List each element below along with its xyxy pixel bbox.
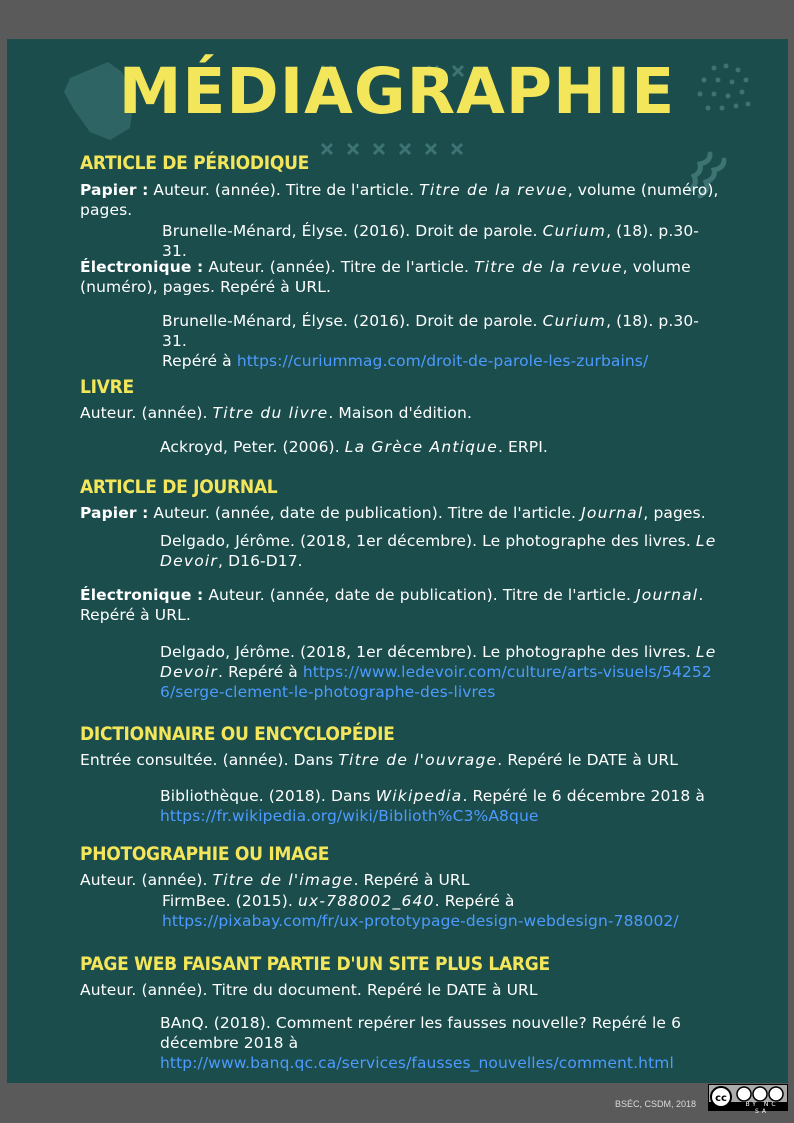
curium-link[interactable]: https://curiummag.com/droit-de-parole-les-zurbains/ <box>236 352 649 370</box>
dictionnaire-template <box>80 750 720 770</box>
example-italic: Le Devoir <box>160 643 717 681</box>
example-italic: Le Devoir <box>160 532 717 570</box>
example-text: Brunelle-Ménard, Élyse. (2016). Droit de parole. <box>162 312 543 330</box>
example-text: Ackroyd, Peter. (2006). <box>160 438 345 456</box>
example-text: . ERPI. <box>497 438 548 456</box>
template-text: Auteur. (année). Titre de l'article. <box>148 181 420 199</box>
wikipedia-link[interactable]: https://fr.wikipedia.org/wiki/Biblioth%C3%A8que <box>160 807 539 825</box>
example-text: Delgado, Jérôme. (2018, 1er décembre). Le photographe des livres. <box>160 643 696 661</box>
template-text: . Repéré à URL <box>353 871 470 889</box>
template-text: Auteur. (année). <box>80 404 213 422</box>
example-text: . Repéré à <box>434 892 515 910</box>
template-italic: Journal <box>581 504 644 522</box>
template-italic: Titre de l'ouvrage <box>338 751 498 769</box>
journal-electronique-example <box>160 642 722 702</box>
electronique-label: Électronique : <box>80 586 204 604</box>
template-text: Auteur. (année). Titre de l'article. <box>203 258 475 276</box>
heading-periodique: ARTICLE DE PÉRIODIQUE <box>80 152 310 174</box>
template-text: Entrée consultée. (année). Dans <box>80 751 339 769</box>
example-text: Brunelle-Ménard, Élyse. (2016). Droit de parole. <box>162 222 543 240</box>
example-text: , (18). p.30-31. <box>162 312 699 350</box>
livre-example <box>160 437 722 457</box>
photo-template <box>80 870 720 890</box>
periodique-electronique-template <box>80 257 720 297</box>
example-text: BAnQ. (2018). Comment repérer les fausses nouvelle? Repéré le 6 décembre 2018 à <box>160 1014 682 1052</box>
svg-text:cc: cc <box>715 1093 727 1104</box>
template-italic: Journal <box>636 586 699 604</box>
template-text: Auteur. (année, date de publication). Titre de l'article. <box>148 504 582 522</box>
cc-license-badge[interactable] <box>708 1084 788 1115</box>
papier-label: Papier : <box>80 181 149 199</box>
template-italic: Titre de l'image <box>212 871 354 889</box>
template-italic: Titre de la revue <box>419 181 568 199</box>
electronique-label: Électronique : <box>80 258 204 276</box>
pixabay-link[interactable]: https://pixabay.com/fr/ux-prototypage-design-webdesign-788002/ <box>162 912 679 930</box>
template-text: . Repéré le DATE à URL <box>497 751 679 769</box>
template-text: , pages. <box>643 504 706 522</box>
example-italic: Curium <box>542 222 607 240</box>
footer-credit: BSÉC, CSDM, 2018 <box>615 1099 697 1109</box>
example-text: Delgado, Jérôme. (2018, 1er décembre). Le photographe des livres. <box>160 532 696 550</box>
periodique-electronique-example <box>162 311 722 371</box>
template-text: . Repéré à URL. <box>80 586 704 624</box>
dictionnaire-example <box>160 786 722 826</box>
example-italic: La Grèce Antique <box>344 438 498 456</box>
example-text: . Repéré à <box>218 663 303 681</box>
template-text: , volume (numéro), pages. <box>80 181 719 219</box>
journal-electronique-template <box>80 585 720 625</box>
template-italic: Titre du livre <box>212 404 329 422</box>
heading-livre: LIVRE <box>80 376 134 398</box>
example-text: FirmBee. (2015). <box>162 892 298 910</box>
periodique-papier-template <box>80 180 720 220</box>
example-italic: Wikipedia <box>375 787 463 805</box>
example-text: . Repéré le 6 décembre 2018 à <box>462 787 705 805</box>
heading-web: PAGE WEB FAISANT PARTIE D'UN SITE PLUS LARGE <box>80 953 550 975</box>
example-italic: Curium <box>542 312 607 330</box>
livre-template <box>80 403 720 423</box>
template-text: Auteur. (année). <box>80 871 213 889</box>
example-text: Repéré à <box>162 352 237 370</box>
template-text: . Maison d'édition. <box>328 404 472 422</box>
journal-papier-template <box>80 503 720 523</box>
example-text: , D16-D17. <box>218 552 303 570</box>
template-text: Auteur. (année, date de publication). Titre de l'article. <box>203 586 637 604</box>
example-italic: ux-788002_640 <box>297 892 435 910</box>
example-text: Bibliothèque. (2018). Dans <box>160 787 376 805</box>
template-italic: Titre de la revue <box>474 258 623 276</box>
journal-papier-example <box>160 531 722 571</box>
periodique-papier-example <box>162 221 722 261</box>
heading-journal: ARTICLE DE JOURNAL <box>80 476 278 498</box>
heading-dictionnaire: DICTIONNAIRE OU ENCYCLOPÉDIE <box>80 723 395 745</box>
example-text: , (18). p.30-31. <box>162 222 699 260</box>
web-template: Auteur. (année). Titre du document. Repéré le DATE à URL <box>80 981 538 999</box>
heading-photo: PHOTOGRAPHIE OU IMAGE <box>80 843 330 865</box>
cc-license-text: BY NC SA <box>745 1101 779 1115</box>
ledevoir-link[interactable]: https://www.ledevoir.com/culture/arts-visuels/542526/serge-clement-le-photographe-des-livres <box>160 663 712 701</box>
page-title: MÉDIAGRAPHIE <box>118 55 676 128</box>
web-example <box>160 1013 722 1073</box>
template-text: , volume (numéro), pages. Repéré à URL. <box>80 258 691 296</box>
papier-label: Papier : <box>80 504 149 522</box>
photo-example <box>162 891 722 931</box>
banq-link[interactable]: http://www.banq.qc.ca/services/fausses_nouvelles/comment.html <box>160 1054 674 1072</box>
